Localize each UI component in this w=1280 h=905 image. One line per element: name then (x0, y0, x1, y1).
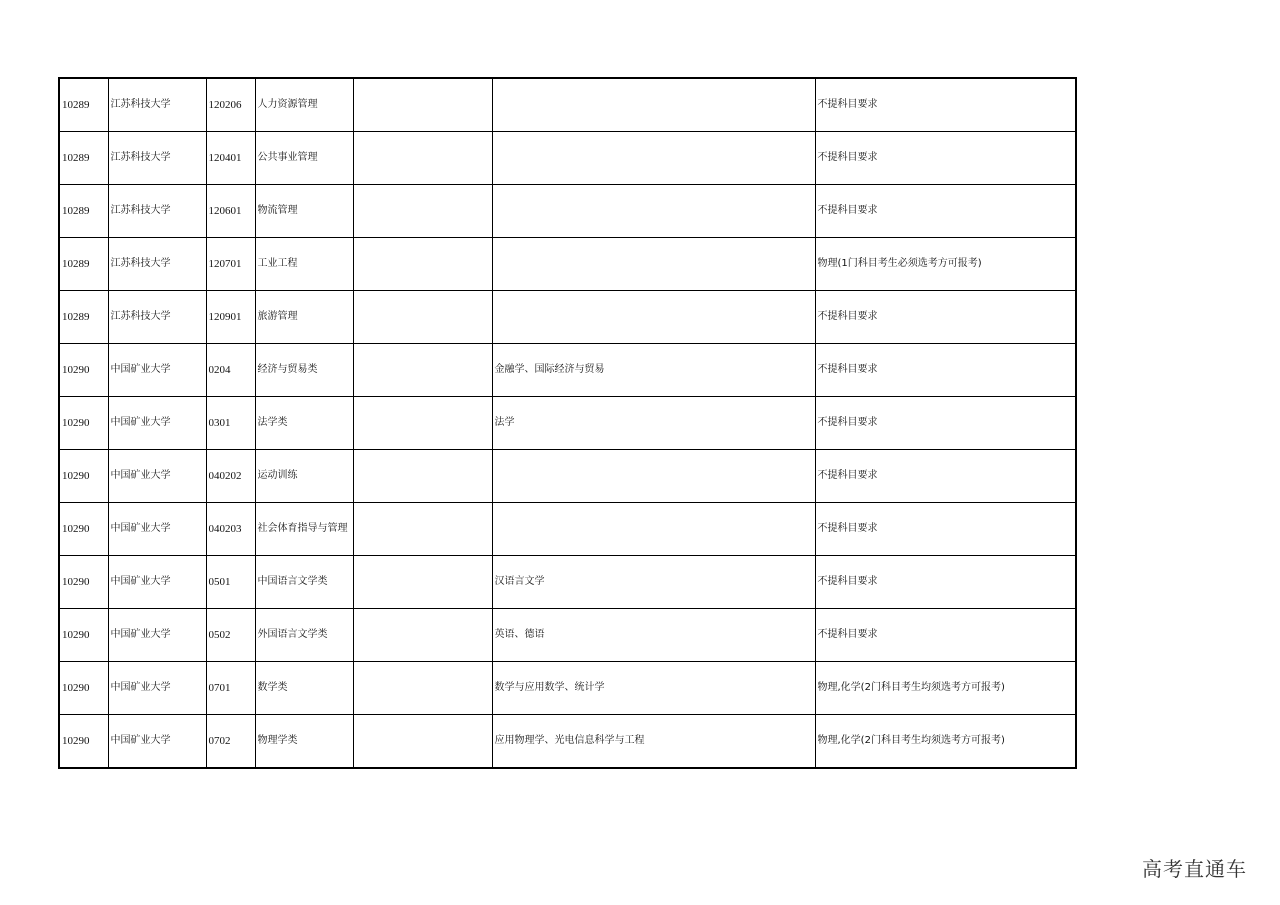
blank-cell (353, 662, 492, 715)
major-name-cell: 人力资源管理 (255, 78, 353, 132)
major-name-cell: 中国语言文学类 (255, 556, 353, 609)
table-row (59, 78, 1076, 132)
school-name-cell: 中国矿业大学 (108, 662, 206, 715)
subject-requirement-cell: 不提科目要求 (815, 503, 1076, 556)
major-code-cell: 0501 (206, 556, 255, 609)
subject-requirement-cell: 不提科目要求 (815, 78, 1076, 132)
table-row (59, 344, 1076, 397)
subject-requirement-cell: 不提科目要求 (815, 397, 1076, 450)
subject-requirement-cell: 物理,化学(2门科目考生均须选考方可报考) (815, 715, 1076, 769)
included-majors-cell (492, 503, 815, 556)
school-name-cell: 中国矿业大学 (108, 609, 206, 662)
included-majors-cell (492, 450, 815, 503)
table-row (59, 556, 1076, 609)
school-code-cell: 10289 (59, 291, 108, 344)
school-name-cell: 江苏科技大学 (108, 185, 206, 238)
blank-cell (353, 450, 492, 503)
school-name-cell: 中国矿业大学 (108, 503, 206, 556)
major-name-cell: 工业工程 (255, 238, 353, 291)
major-name-cell: 法学类 (255, 397, 353, 450)
major-code-cell: 040202 (206, 450, 255, 503)
blank-cell (353, 715, 492, 769)
blank-cell (353, 185, 492, 238)
blank-cell (353, 78, 492, 132)
blank-cell (353, 609, 492, 662)
included-majors-cell (492, 185, 815, 238)
blank-cell (353, 344, 492, 397)
included-majors-cell: 应用物理学、光电信息科学与工程 (492, 715, 815, 769)
blank-cell (353, 132, 492, 185)
subject-requirement-cell: 物理,化学(2门科目考生均须选考方可报考) (815, 662, 1076, 715)
table-row (59, 132, 1076, 185)
table-row (59, 185, 1076, 238)
major-code-cell: 120701 (206, 238, 255, 291)
school-code-cell: 10290 (59, 662, 108, 715)
included-majors-cell (492, 78, 815, 132)
major-name-cell: 外国语言文学类 (255, 609, 353, 662)
subject-requirement-cell: 不提科目要求 (815, 609, 1076, 662)
school-name-cell: 中国矿业大学 (108, 556, 206, 609)
major-code-cell: 0702 (206, 715, 255, 769)
included-majors-cell: 金融学、国际经济与贸易 (492, 344, 815, 397)
school-name-cell: 江苏科技大学 (108, 291, 206, 344)
table-row (59, 238, 1076, 291)
school-code-cell: 10289 (59, 132, 108, 185)
blank-cell (353, 397, 492, 450)
table-row (59, 609, 1076, 662)
included-majors-cell (492, 132, 815, 185)
table-row (59, 450, 1076, 503)
school-name-cell: 江苏科技大学 (108, 132, 206, 185)
major-name-cell: 运动训练 (255, 450, 353, 503)
school-name-cell: 江苏科技大学 (108, 78, 206, 132)
school-name-cell: 江苏科技大学 (108, 238, 206, 291)
included-majors-cell (492, 291, 815, 344)
school-name-cell: 中国矿业大学 (108, 397, 206, 450)
school-code-cell: 10289 (59, 185, 108, 238)
major-code-cell: 0502 (206, 609, 255, 662)
table-body (59, 78, 1076, 768)
school-code-cell: 10290 (59, 609, 108, 662)
subject-requirement-cell: 不提科目要求 (815, 450, 1076, 503)
school-code-cell: 10290 (59, 450, 108, 503)
school-code-cell: 10289 (59, 238, 108, 291)
major-name-cell: 数学类 (255, 662, 353, 715)
major-name-cell: 公共事业管理 (255, 132, 353, 185)
major-name-cell: 物流管理 (255, 185, 353, 238)
included-majors-cell: 数学与应用数学、统计学 (492, 662, 815, 715)
school-name-cell: 中国矿业大学 (108, 715, 206, 769)
included-majors-cell: 英语、德语 (492, 609, 815, 662)
major-code-cell: 0204 (206, 344, 255, 397)
table-row (59, 397, 1076, 450)
blank-cell (353, 238, 492, 291)
major-code-cell: 040203 (206, 503, 255, 556)
table-row (59, 715, 1076, 769)
blank-cell (353, 556, 492, 609)
subject-requirement-cell: 不提科目要求 (815, 132, 1076, 185)
included-majors-cell: 汉语言文学 (492, 556, 815, 609)
included-majors-cell: 法学 (492, 397, 815, 450)
included-majors-cell (492, 238, 815, 291)
blank-cell (353, 291, 492, 344)
majors-table (58, 77, 1077, 769)
watermark-text: 高考直通车 (1142, 857, 1247, 881)
major-name-cell: 物理学类 (255, 715, 353, 769)
school-code-cell: 10290 (59, 556, 108, 609)
major-name-cell: 经济与贸易类 (255, 344, 353, 397)
school-name-cell: 中国矿业大学 (108, 450, 206, 503)
major-code-cell: 120901 (206, 291, 255, 344)
major-code-cell: 120601 (206, 185, 255, 238)
table-row (59, 662, 1076, 715)
school-code-cell: 10290 (59, 397, 108, 450)
major-code-cell: 120206 (206, 78, 255, 132)
major-name-cell: 旅游管理 (255, 291, 353, 344)
major-code-cell: 0301 (206, 397, 255, 450)
subject-requirement-cell: 不提科目要求 (815, 185, 1076, 238)
major-code-cell: 120401 (206, 132, 255, 185)
subject-requirement-cell: 不提科目要求 (815, 291, 1076, 344)
school-code-cell: 10290 (59, 715, 108, 769)
school-code-cell: 10290 (59, 344, 108, 397)
school-code-cell: 10289 (59, 78, 108, 132)
subject-requirement-cell: 不提科目要求 (815, 556, 1076, 609)
school-name-cell: 中国矿业大学 (108, 344, 206, 397)
major-name-cell: 社会体育指导与管理 (255, 503, 353, 556)
subject-requirement-cell: 不提科目要求 (815, 344, 1076, 397)
blank-cell (353, 503, 492, 556)
major-code-cell: 0701 (206, 662, 255, 715)
subject-requirement-cell: 物理(1门科目考生必须选考方可报考) (815, 238, 1076, 291)
table-row (59, 291, 1076, 344)
table-row (59, 503, 1076, 556)
school-code-cell: 10290 (59, 503, 108, 556)
